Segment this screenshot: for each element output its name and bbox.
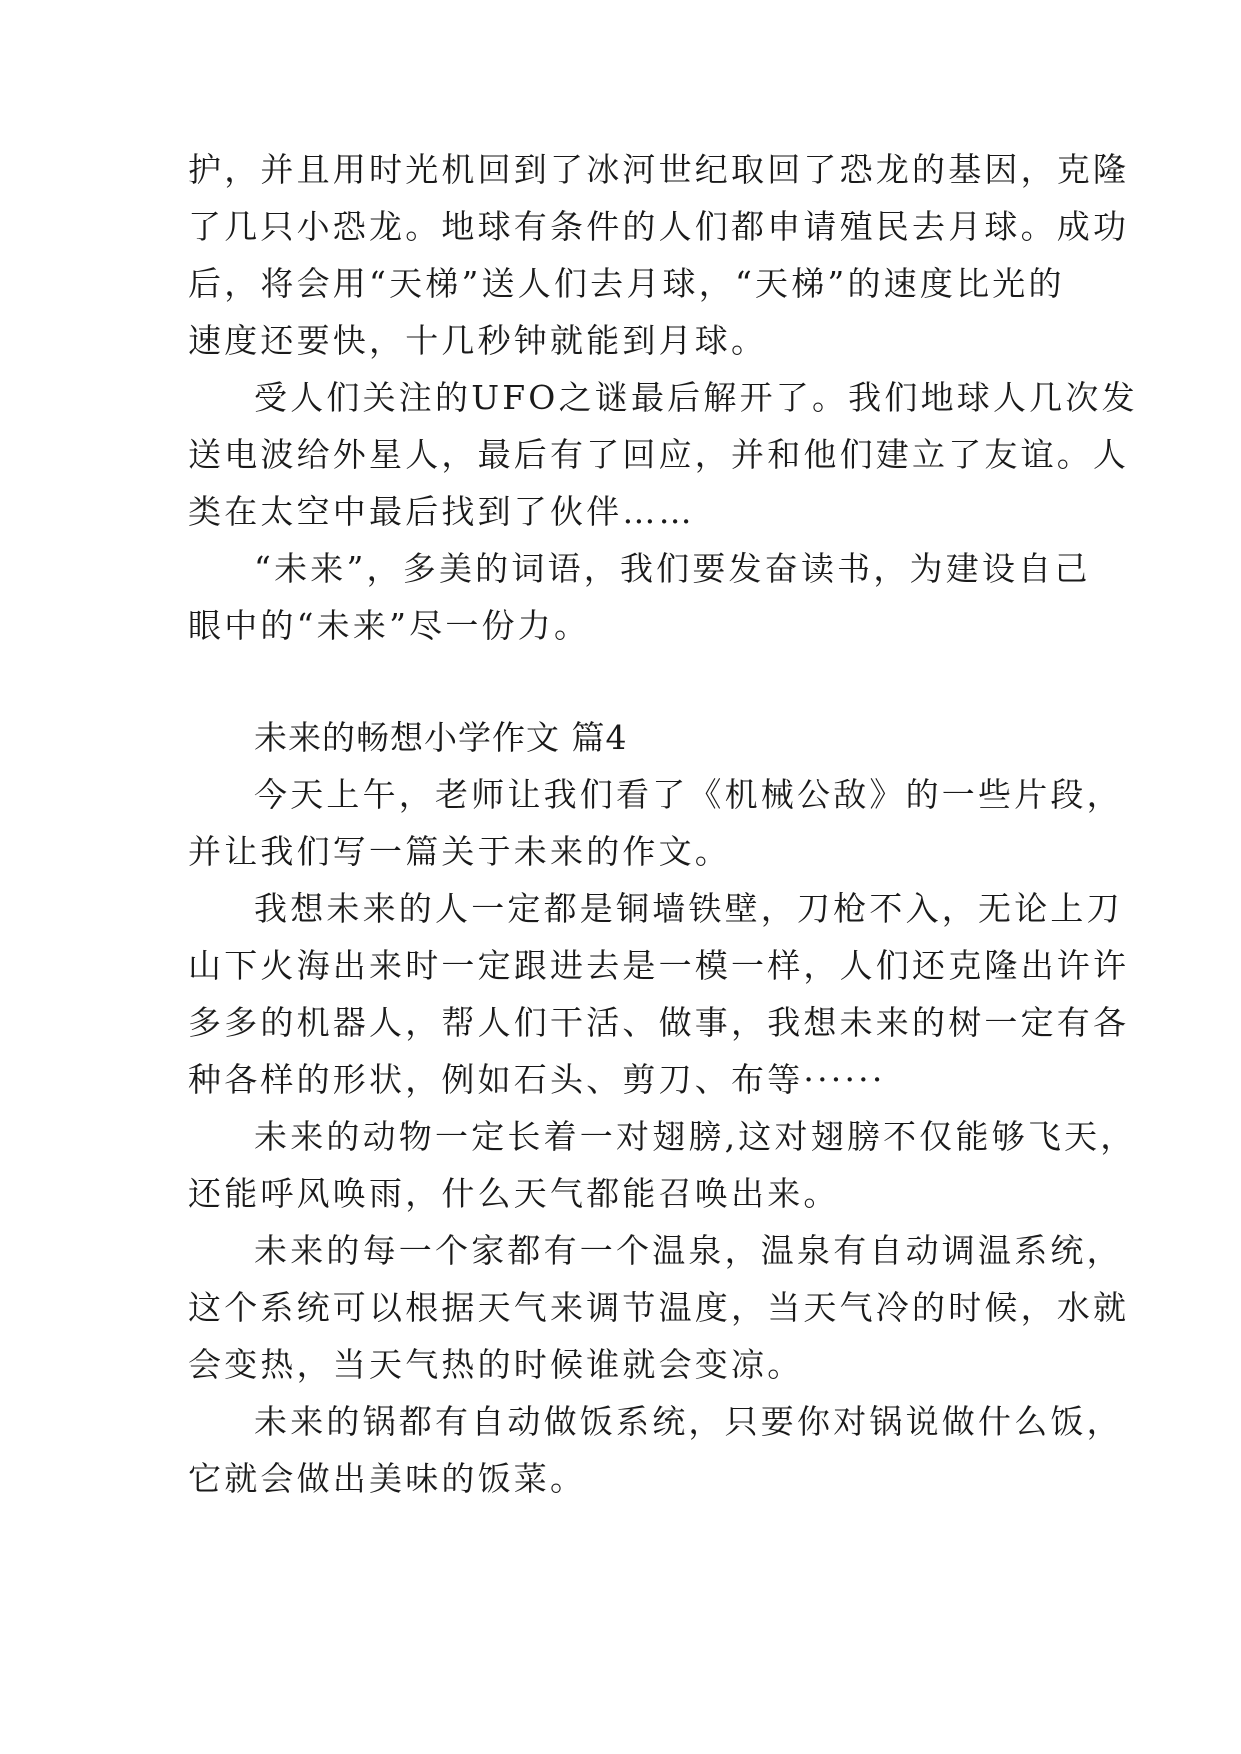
section-title: 未来的畅想小学作文 篇4	[254, 718, 628, 757]
paragraph-line: 未来的锅都有自动做饭系统，只要你对锅说做什么饭，	[254, 1402, 1123, 1441]
paragraph-line: “未来”，多美的词语，我们要发奋读书，为建设自己	[254, 549, 1091, 588]
paragraph-line: 山下火海出来时一定跟进去是一模一样，人们还克隆出许许	[188, 946, 1130, 985]
paragraph-line: 类在太空中最后找到了伙伴……	[188, 492, 695, 531]
paragraph-line: 多多的机器人，帮人们干活、做事，我想未来的树一定有各	[188, 1003, 1130, 1042]
paragraph-line: 它就会做出美味的饭菜。	[188, 1459, 587, 1498]
paragraph-line: 护，并且用时光机回到了冰河世纪取回了恐龙的基因，克隆	[188, 150, 1130, 189]
paragraph-line: 种各样的形状，例如石头、剪刀、布等······	[188, 1060, 886, 1099]
paragraph-line: 送电波给外星人，最后有了回应，并和他们建立了友谊。人	[188, 435, 1130, 474]
paragraph-line: 这个系统可以根据天气来调节温度，当天气冷的时候，水就	[188, 1288, 1130, 1327]
paragraph-line: 未来的每一个家都有一个温泉，温泉有自动调温系统，	[254, 1231, 1123, 1270]
paragraph-line: 速度还要快，十几秒钟就能到月球。	[188, 321, 768, 360]
paragraph-line: 未来的动物一定长着一对翅膀,这对翅膀不仅能够飞天，	[254, 1117, 1137, 1156]
paragraph-line: 并让我们写一篇关于未来的作文。	[188, 832, 731, 871]
paragraph-line: 了几只小恐龙。地球有条件的人们都申请殖民去月球。成功	[188, 207, 1130, 246]
paragraph-line: 还能呼风唤雨，什么天气都能召唤出来。	[188, 1174, 840, 1213]
paragraph-line: 会变热，当天气热的时候谁就会变凉。	[188, 1345, 804, 1384]
paragraph-line: 今天上午，老师让我们看了《机械公敌》的一些片段，	[254, 775, 1123, 814]
paragraph-line: 我想未来的人一定都是铜墙铁壁，刀枪不入，无论上刀	[254, 889, 1123, 928]
paragraph-line: 眼中的“未来”尽一份力。	[188, 606, 591, 645]
paragraph-line: 受人们关注的UFO之谜最后解开了。我们地球人几次发	[254, 378, 1138, 417]
paragraph-line: 后，将会用“天梯”送人们去月球，“天梯”的速度比光的	[188, 264, 1065, 303]
